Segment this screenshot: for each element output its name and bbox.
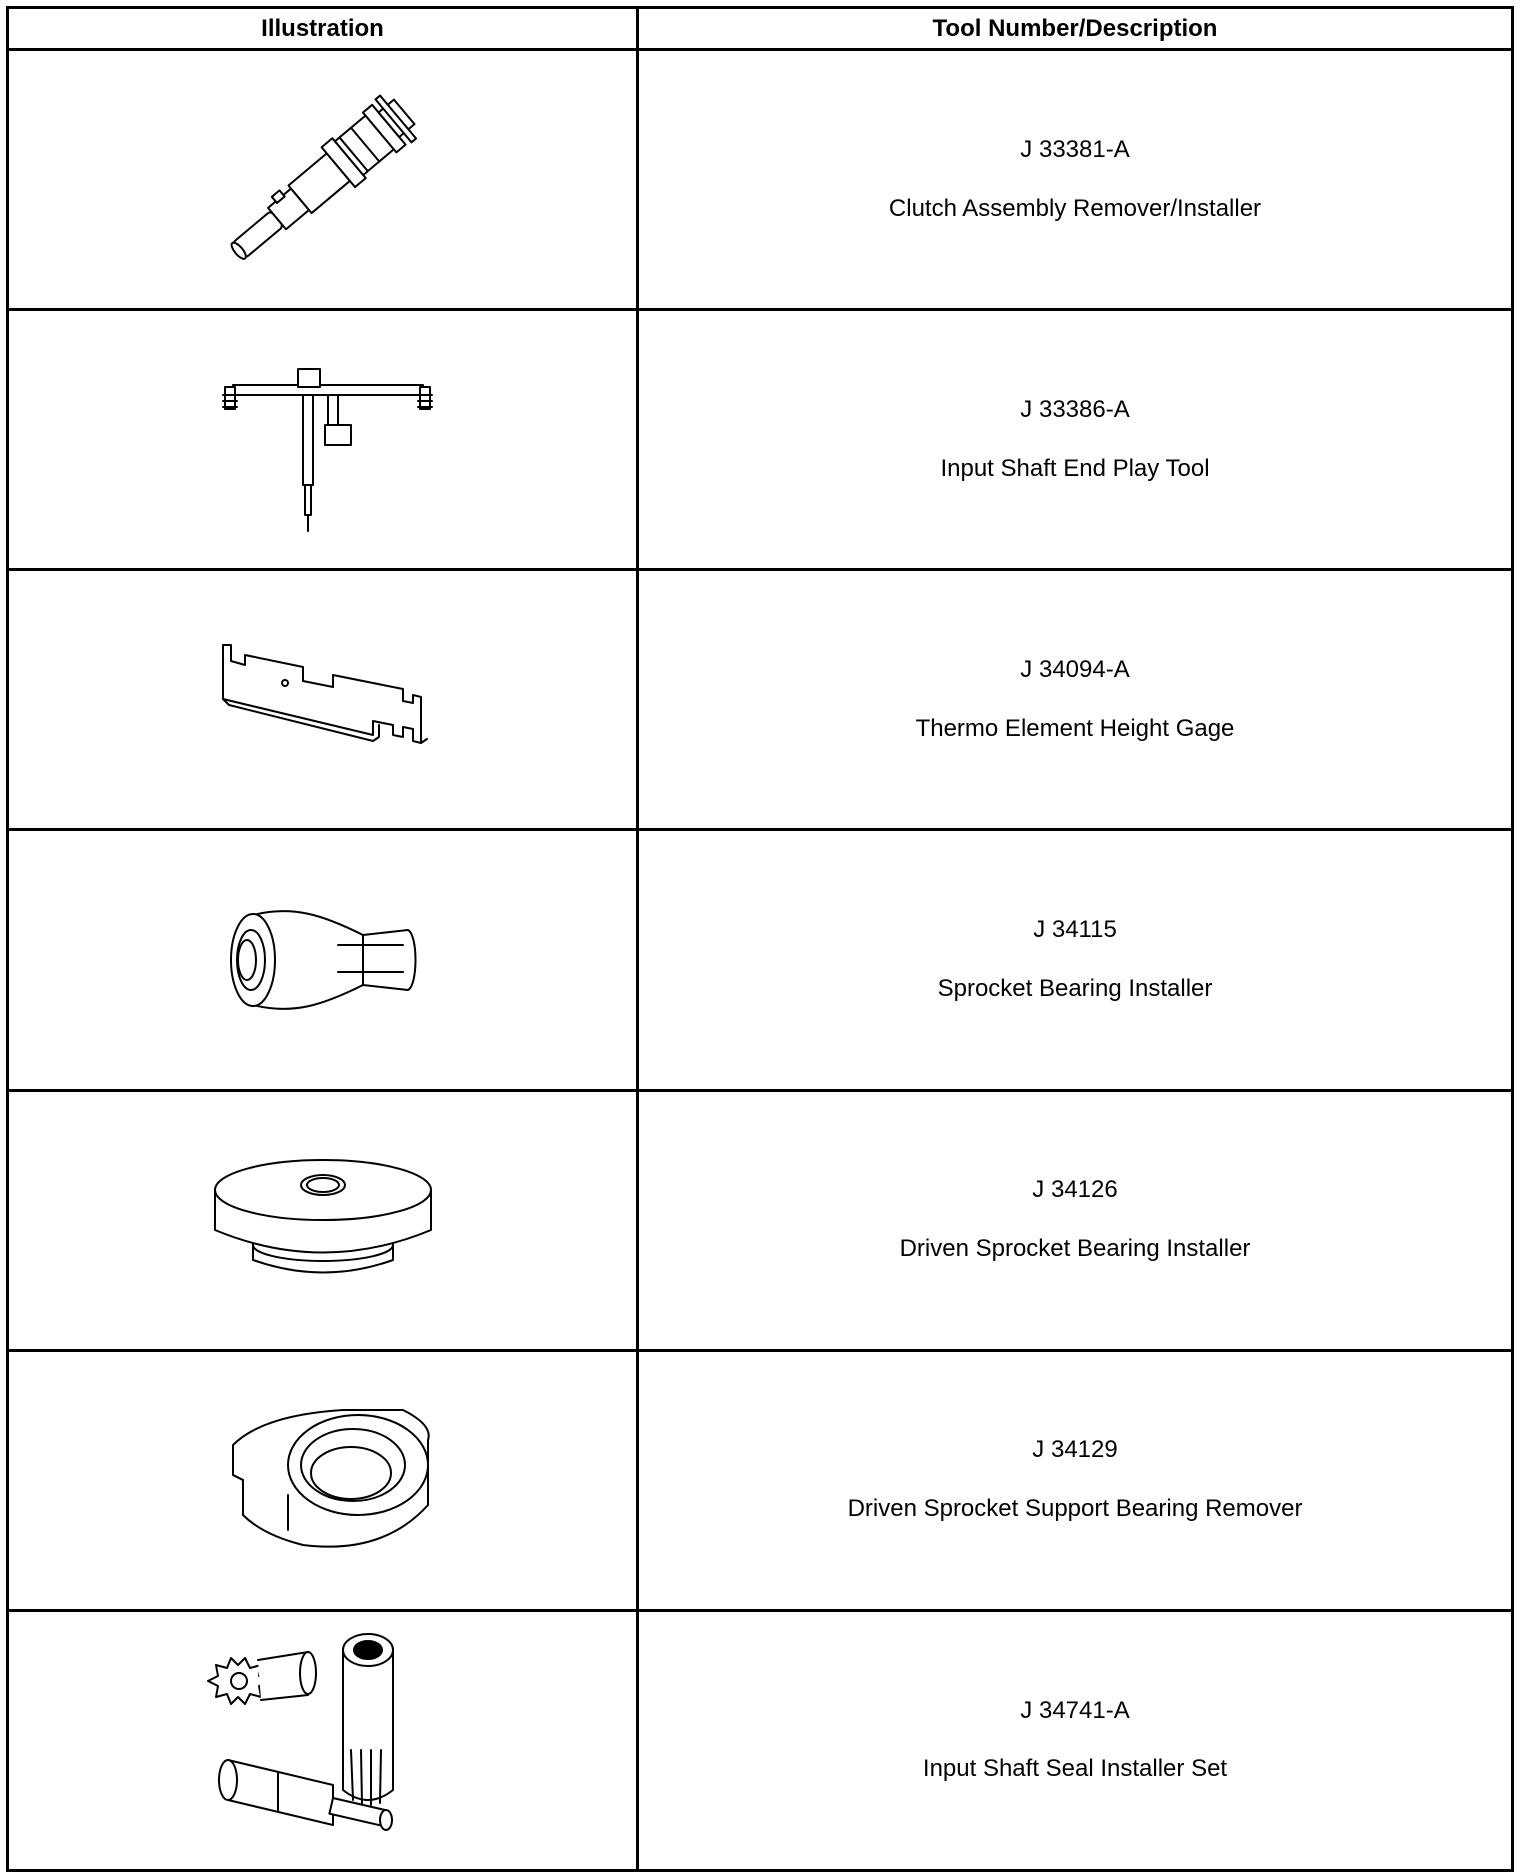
tool-name: Driven Sprocket Support Bearing Remover	[847, 1495, 1303, 1523]
description-cell	[638, 310, 1513, 570]
description-cell	[638, 1610, 1513, 1870]
tool-name: Thermo Element Height Gage	[915, 714, 1235, 742]
end-play-tool-illustration	[203, 345, 443, 535]
table-row	[8, 50, 1513, 310]
tool-number: J 34126	[1032, 1176, 1118, 1204]
description-cell	[638, 830, 1513, 1090]
tool-number: J 33386-A	[1020, 395, 1130, 423]
illustration-header: Illustration	[8, 8, 638, 50]
illustration-cell	[8, 830, 638, 1090]
support-bearing-remover-illustration	[203, 1385, 443, 1575]
tool-number: J 34115	[1033, 916, 1117, 944]
header-row	[8, 8, 1513, 50]
table-row	[8, 1350, 1513, 1610]
tool-name: Sprocket Bearing Installer	[937, 974, 1213, 1002]
table-row	[8, 1610, 1513, 1870]
illustration-cell	[8, 50, 638, 310]
illustration-cell	[8, 310, 638, 570]
tool-name: Driven Sprocket Bearing Installer	[899, 1235, 1251, 1263]
illustration-cell	[8, 1610, 638, 1870]
illustration-cell	[8, 1090, 638, 1350]
tool-name: Input Shaft End Play Tool	[940, 454, 1210, 482]
height-gage-illustration	[203, 625, 443, 775]
table-row	[8, 570, 1513, 830]
tools-table	[6, 6, 1514, 1872]
tool-number: J 34094-A	[1020, 656, 1130, 684]
tool-number: J 34129	[1032, 1436, 1118, 1464]
driven-sprocket-installer-illustration	[203, 1150, 443, 1290]
description-header: Tool Number/Description	[638, 8, 1513, 50]
table-row	[8, 1090, 1513, 1350]
tool-number: J 33381-A	[1020, 135, 1130, 163]
table-row	[8, 310, 1513, 570]
description-cell	[638, 1350, 1513, 1610]
table-row	[8, 830, 1513, 1090]
description-cell	[638, 1090, 1513, 1350]
tool-name: Clutch Assembly Remover/Installer	[888, 194, 1262, 222]
tool-name: Input Shaft Seal Installer Set	[922, 1755, 1228, 1783]
illustration-cell	[8, 1350, 638, 1610]
tool-number: J 34741-A	[1020, 1696, 1130, 1724]
description-cell	[638, 50, 1513, 310]
seal-installer-set-illustration	[203, 1620, 443, 1860]
clutch-assembly-tool-illustration	[203, 80, 443, 280]
illustration-cell	[8, 570, 638, 830]
sprocket-bearing-installer-illustration	[203, 890, 443, 1030]
description-cell	[638, 570, 1513, 830]
